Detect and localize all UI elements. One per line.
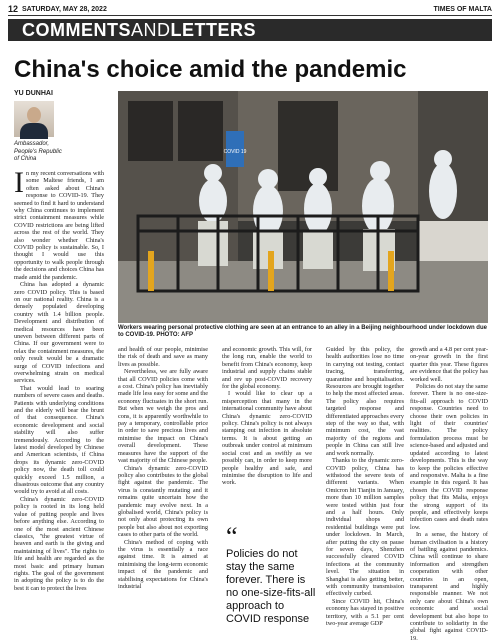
photo-sign-text: COVID 19 <box>223 149 247 155</box>
article-paragraph: and health of our people, minimise the risk of death and save as many lives as possible. <box>118 346 208 368</box>
photo-caption: Workers wearing personal protective clothing are seen at an entrance to an alley in a Beijing neighbourhood under lockdown due to COVID-19. PHOTO: AFP <box>118 325 487 338</box>
section-banner <box>8 19 492 41</box>
news-photo <box>118 91 488 323</box>
article-column-5 <box>410 346 488 642</box>
lockdown-scene-illustration <box>118 91 488 323</box>
author-photo <box>14 101 54 137</box>
pull-quote-text: Policies do not stay the same forever. There is no one-size-fits-all approach to COVID response <box>226 548 316 625</box>
byline <box>14 90 94 164</box>
section-title-part2: AND <box>131 20 171 40</box>
author-name: YU DUNHAI <box>14 90 53 97</box>
article-paragraph: Policies do not stay the same forever. There is no one-size-fits-all approach to COVID response. Countries need to choose their own policies in light of their countries' realities. The policy formulation process must be science-based and adjusted and updated according to latest developments. This is the way to keep the policies effective and responsive. Malta is a fine example in this regard. It has chosen the COVID response policy that fits Malta, enjoys the strong support of its people, and effectively keeps infection cases and death rates low. <box>410 383 488 531</box>
article-paragraph: growth and a 4.8 per cent year-on-year growth in the first quarter this year. These figures are evidence that the policy has worked well. <box>410 346 488 383</box>
article-paragraph: China's dynamic zero-COVID policy is rooted in its long held value of putting people and lives before anything else. According to one of the most ancient Chinese classics, "the greatest virtue of heaven and earth is the giving and maintaining of lives". The rights to life and health are regarded as the most basic and primary human rights. The goal of the government in adopting the policy is to do the best it can to protect the lives <box>14 495 104 592</box>
page-number: 12 <box>8 4 19 14</box>
article-paragraph: China's dynamic zero-COVID policy also contributes to the global fight against the pandemic. The virus is constantly mutating and it remains quite uncertain how the pandemic may evolve next. In a globalised world, China's policy is not only about protecting its own people but also about not exporting cases to other parts of the world. <box>118 464 208 539</box>
author-role: Ambassador, People's Republic of China <box>14 141 62 162</box>
article-paragraph: I would like to clear up a misperception that many in the international community have about China's dynamic zero-COVID policy. China's policy is not always stamping out infection in absolute terms. It is about getting an outbreak under control at minimum social cost and as swiftly as we possibly can, in order to keep more people healthy and safe, and minimise the disruption to life and work. <box>222 390 312 487</box>
article-paragraph: China has adopted a dynamic zero COVID policy. This is based on our national reality. China is a densely populated developing country with 1.4 billion people. Development and distribution of medical resources have been uneven between different parts of China. If our government were to relax the containment measures, the only result would be a dramatic surge of COVID infections and overwhelming strain on medical services. <box>14 281 104 385</box>
article-paragraph: That would lead to soaring numbers of severe cases and deaths. Patients with underlying conditions and the elderly will bear the brunt of that consequence. China's economic development and social stability will also suffer tremendously. According to the latest model developed by Chinese and American scientists, if China drops its dynamic zero-COVID policy now, the death toll could quickly exceed 1.5 million, a disastrous outcome that any country would try to avoid at all costs. <box>14 384 104 496</box>
page-header-bar <box>8 4 492 14</box>
article-column-1 <box>14 166 104 592</box>
article-paragraph: Guided by this policy, the health authorities lose no time in carrying out testing, contact tracing, transferring, quarantine and hospitalisation. Resources are brought together to help the most affected areas. The policy also requires targeted response and differentiated approaches every step of the way so that, with minimum cost, the vast majority of the regions and people in China can still live and work normally. <box>326 346 404 457</box>
pull-quote <box>226 522 318 626</box>
article-paragraph: Since COVID hit, China's economy has stayed in positive territory, with a 5.1 per cent two-year average GDP <box>326 597 404 628</box>
newspaper-name: TIMES OF MALTA <box>433 5 492 13</box>
article-paragraph: and economic growth. This will, for the long run, enable the world to benefit from China's economy, keep industrial and supply chains stable and rev up post-COVID recovery for the global economy. <box>222 346 312 391</box>
article-paragraph: China's method of coping with the virus is essentially a race against time. It is aimed at minimising the long-term economic impact of the pandemic and stabilising expectations for China's industrial <box>118 538 208 590</box>
quote-mark-icon: “ <box>226 522 238 551</box>
article-column-4 <box>326 346 404 627</box>
header-rule <box>8 15 492 16</box>
article-column-2 <box>118 346 208 590</box>
article-paragraph: In a sense, the history of human civilisation is a history of battling against pandemics. China will continue to share information and strengthen cooperation with other countries in an open, transparent and highly responsible manner. We not only care about China's own economic and social development but also hope to contribute to solidarity in the global fight against COVID-19. <box>410 531 488 642</box>
section-title-part1: COMMENTS <box>22 20 131 40</box>
article-paragraph: Thanks to the dynamic zero-COVID policy, China has withstood the severe tests of different variants. When Omicron hit Tianjin in January, more than 10 million samples were tested within just four and a half hours. Only individual shops and residential buildings were put under lockdown. In March, after putting the city on pause for seven days, Shenzhen successfully cleared COVID infections at the community level. The situation in Shanghai is also getting better, with community transmission effectively curbed. <box>326 457 404 598</box>
drop-cap: I <box>14 166 24 199</box>
section-title-part3: LETTERS <box>170 20 257 40</box>
headline: China's choice amid the pandemic <box>14 56 407 83</box>
article-paragraph: In my recent conversations with some Maltese friends, I am often asked about China's response to COVID-19. They seemed to find it hard to understand why China continues to implement strict containment measures while COVID restrictions are being lifted across the rest of the world. They also wonder whether China's COVID policy is sustainable. So, I thought I would use this opportunity to walk people through the decisions and choices China has made amid the pandemic. <box>14 166 104 281</box>
issue-date: SATURDAY, MAY 28, 2022 <box>22 5 107 13</box>
article-column-3 <box>222 346 312 487</box>
article-paragraph: Nevertheless, we are fully aware that all COVID policies come with a cost. China's policy has inevitably made life less easy for some and the economy fluctuates in the short run. But when we weigh the pros and cons, it is apparently worthwhile to pay a temporary, controllable price in order to save precious lives and minimise the impact on China's overall development. These measures have the support of the vast majority of the Chinese people. <box>118 368 208 465</box>
